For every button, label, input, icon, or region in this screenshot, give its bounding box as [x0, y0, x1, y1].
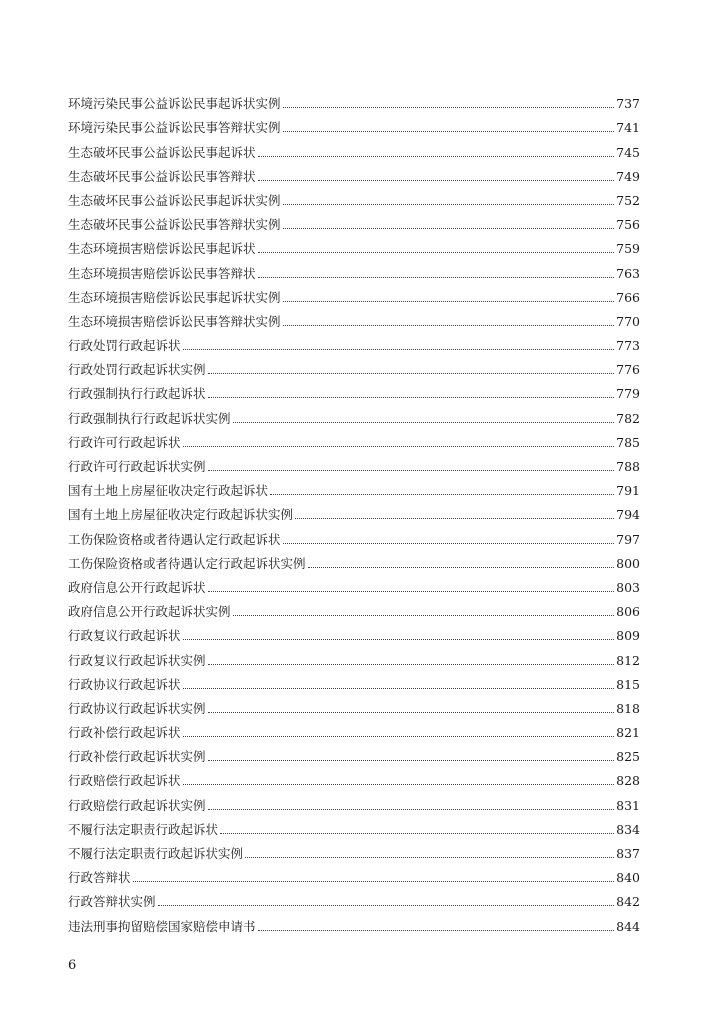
- toc-entry-page: 815: [616, 676, 640, 692]
- toc-entry-title: 工伤保险资格或者待遇认定行政起诉状实例: [68, 555, 306, 571]
- toc-entry-page: 785: [616, 434, 640, 450]
- toc-entry-title: 工伤保险资格或者待遇认定行政起诉状: [68, 531, 281, 547]
- dot-leader: [183, 688, 615, 689]
- dot-leader: [183, 349, 615, 350]
- toc-entry[interactable]: [68, 257, 640, 281]
- dot-leader: [258, 180, 615, 181]
- toc-entry-page: 756: [616, 217, 640, 233]
- toc-entry-title: 行政许可行政起诉状实例: [68, 459, 206, 474]
- toc-entry[interactable]: [68, 548, 640, 572]
- toc-entry-page: 844: [616, 918, 640, 934]
- toc-entry-page: 773: [616, 338, 640, 354]
- toc-entry-page: 797: [616, 531, 640, 547]
- toc-entry[interactable]: [68, 112, 640, 136]
- toc-entry[interactable]: [68, 306, 640, 330]
- toc-entry[interactable]: [68, 378, 640, 402]
- dot-leader: [283, 107, 615, 108]
- toc-entry-title: 环境污染民事公益诉讼民事起诉状实例: [68, 96, 281, 112]
- toc-entry[interactable]: [68, 354, 640, 378]
- toc-entry[interactable]: [68, 789, 640, 813]
- toc-entry-page: 837: [616, 846, 640, 861]
- toc-entry-title: 生态环境损害赔偿诉讼民事起诉状: [68, 241, 256, 257]
- toc-entry-page: 800: [616, 555, 640, 571]
- toc-entry-title: 行政答辩状实例: [68, 894, 156, 910]
- dot-leader: [283, 228, 615, 229]
- toc-entry-page: 828: [616, 773, 640, 789]
- dot-leader: [183, 446, 615, 447]
- toc-entry-page: 745: [616, 144, 640, 160]
- toc-entry-page: 763: [616, 265, 640, 281]
- toc-entry[interactable]: [68, 572, 640, 596]
- toc-entry-title: 行政协议行政起诉状实例: [68, 700, 206, 716]
- dot-leader: [208, 809, 615, 810]
- toc-entry-page: 752: [616, 192, 640, 208]
- dot-leader: [270, 494, 614, 495]
- toc-entry-page: 812: [616, 652, 640, 668]
- toc-entry[interactable]: [68, 88, 640, 112]
- dot-leader: [233, 422, 615, 423]
- dot-leader: [258, 277, 615, 278]
- toc-entry-page: 821: [616, 725, 640, 741]
- toc-entry[interactable]: [68, 669, 640, 693]
- toc-entry[interactable]: [68, 596, 640, 620]
- toc-entry-title: 行政协议行政起诉状: [68, 676, 181, 692]
- toc-entry-page: 842: [616, 894, 640, 910]
- dot-leader: [208, 373, 615, 374]
- dot-leader: [208, 470, 615, 471]
- toc-entry-title: 不履行法定职责行政起诉状实例: [68, 846, 244, 861]
- dot-leader: [258, 930, 615, 931]
- toc-entry[interactable]: [68, 136, 640, 160]
- dot-leader: [283, 325, 615, 326]
- toc-entry-page: 818: [616, 700, 640, 716]
- toc-entry[interactable]: [68, 451, 640, 475]
- toc-entry-title: 行政强制执行行政起诉状: [68, 386, 206, 402]
- dot-leader: [283, 543, 615, 544]
- toc-entry-title: 政府信息公开行政起诉状: [68, 579, 206, 595]
- toc-entry[interactable]: [68, 644, 640, 668]
- toc-entry-page: 806: [616, 604, 640, 620]
- toc-entry-page: 782: [616, 410, 640, 426]
- toc-entry-title: 行政赔偿行政起诉状: [68, 773, 181, 789]
- toc-entry[interactable]: [68, 814, 640, 838]
- toc-entry-title: 环境污染民事公益诉讼民事答辩状实例: [68, 120, 281, 136]
- toc-entry[interactable]: [68, 185, 640, 209]
- dot-leader: [208, 591, 615, 592]
- toc-entry[interactable]: [68, 741, 640, 765]
- toc-entry-title: 行政赔偿行政起诉状实例: [68, 797, 206, 813]
- dot-leader: [208, 760, 615, 761]
- toc-entry[interactable]: [68, 693, 640, 717]
- toc-entry-page: 759: [616, 241, 640, 257]
- toc-entry[interactable]: [68, 523, 640, 547]
- dot-leader: [158, 905, 615, 906]
- toc-entry[interactable]: [68, 765, 640, 789]
- toc-entry-title: 不履行法定职责行政起诉状: [68, 821, 219, 837]
- dot-leader: [258, 156, 615, 157]
- toc-entry-page: 770: [616, 313, 640, 329]
- toc-entry[interactable]: [68, 427, 640, 451]
- toc-entry-title: 行政处罚行政起诉状: [68, 338, 181, 354]
- dot-leader: [295, 518, 614, 519]
- toc-entry[interactable]: [68, 402, 640, 426]
- toc-entry-title: 行政补偿行政起诉状实例: [68, 749, 206, 765]
- toc-entry[interactable]: [68, 838, 640, 862]
- toc-entry-title: 生态环境损害赔偿诉讼民事答辩状: [68, 265, 256, 281]
- toc-entry-title: 行政复议行政起诉状实例: [68, 652, 206, 668]
- toc-entry-page: 840: [616, 870, 640, 886]
- toc-entry[interactable]: [68, 475, 640, 499]
- toc-entry-title: 违法刑事拘留赔偿国家赔偿申请书: [68, 918, 256, 934]
- dot-leader: [183, 784, 615, 785]
- toc-entry-page: 825: [616, 749, 640, 765]
- toc-entry-title: 行政许可行政起诉状: [68, 434, 181, 450]
- toc-entry[interactable]: [68, 886, 640, 910]
- dot-leader: [283, 204, 615, 205]
- toc-entry-page: 809: [616, 628, 640, 644]
- toc-entry[interactable]: [68, 910, 640, 934]
- toc-entry-page: 788: [616, 459, 640, 474]
- toc-entry-title: 行政复议行政起诉状: [68, 628, 181, 644]
- dot-leader: [283, 131, 615, 132]
- toc-entry-page: 779: [616, 386, 640, 402]
- toc-entry-title: 生态破坏民事公益诉讼民事答辩状实例: [68, 217, 281, 233]
- dot-leader: [308, 567, 615, 568]
- toc-entry[interactable]: [68, 499, 640, 523]
- toc-entry-title: 国有土地上房屋征收决定行政起诉状: [68, 483, 269, 499]
- toc-entry[interactable]: [68, 209, 640, 233]
- toc-entry-title: 行政处罚行政起诉状实例: [68, 362, 206, 378]
- dot-leader: [208, 397, 615, 398]
- dot-leader: [220, 833, 614, 834]
- toc-entry-title: 行政补偿行政起诉状: [68, 725, 181, 741]
- toc-entry[interactable]: [68, 862, 640, 886]
- toc-entry[interactable]: [68, 161, 640, 185]
- dot-leader: [208, 712, 615, 713]
- table-of-contents: [68, 88, 640, 935]
- toc-entry-title: 生态破坏民事公益诉讼民事起诉状实例: [68, 192, 281, 208]
- toc-entry-title: 生态环境损害赔偿诉讼民事答辩状实例: [68, 313, 281, 329]
- dot-leader: [283, 301, 615, 302]
- toc-entry-title: 行政强制执行行政起诉状实例: [68, 410, 231, 426]
- toc-entry-page: 831: [616, 797, 640, 813]
- dot-leader: [208, 664, 615, 665]
- toc-entry[interactable]: [68, 282, 640, 306]
- toc-entry-page: 791: [616, 483, 640, 499]
- toc-entry-title: 国有土地上房屋征收决定行政起诉状实例: [68, 507, 294, 523]
- toc-entry-page: 737: [616, 96, 640, 112]
- dot-leader: [233, 615, 615, 616]
- toc-entry[interactable]: [68, 717, 640, 741]
- page-number: 6: [68, 958, 77, 973]
- toc-entry-page: 834: [616, 821, 640, 837]
- toc-entry-title: 生态破坏民事公益诉讼民事答辩状: [68, 168, 256, 184]
- toc-entry-page: 776: [616, 362, 640, 378]
- toc-entry[interactable]: [68, 233, 640, 257]
- toc-entry-title: 生态破坏民事公益诉讼民事起诉状: [68, 144, 256, 160]
- toc-entry-page: 749: [616, 168, 640, 184]
- toc-entry-title: 行政答辩状: [68, 870, 131, 886]
- toc-entry-page: 741: [616, 120, 640, 136]
- toc-entry[interactable]: [68, 330, 640, 354]
- toc-entry-page: 794: [616, 507, 640, 523]
- dot-leader: [183, 736, 615, 737]
- dot-leader: [183, 639, 615, 640]
- toc-entry-title: 政府信息公开行政起诉状实例: [68, 604, 231, 620]
- toc-entry-page: 803: [616, 579, 640, 595]
- dot-leader: [258, 252, 615, 253]
- toc-entry-title: 生态环境损害赔偿诉讼民事起诉状实例: [68, 289, 281, 305]
- dot-leader: [245, 857, 614, 858]
- toc-entry[interactable]: [68, 620, 640, 644]
- dot-leader: [133, 881, 615, 882]
- toc-entry-page: 766: [616, 289, 640, 305]
